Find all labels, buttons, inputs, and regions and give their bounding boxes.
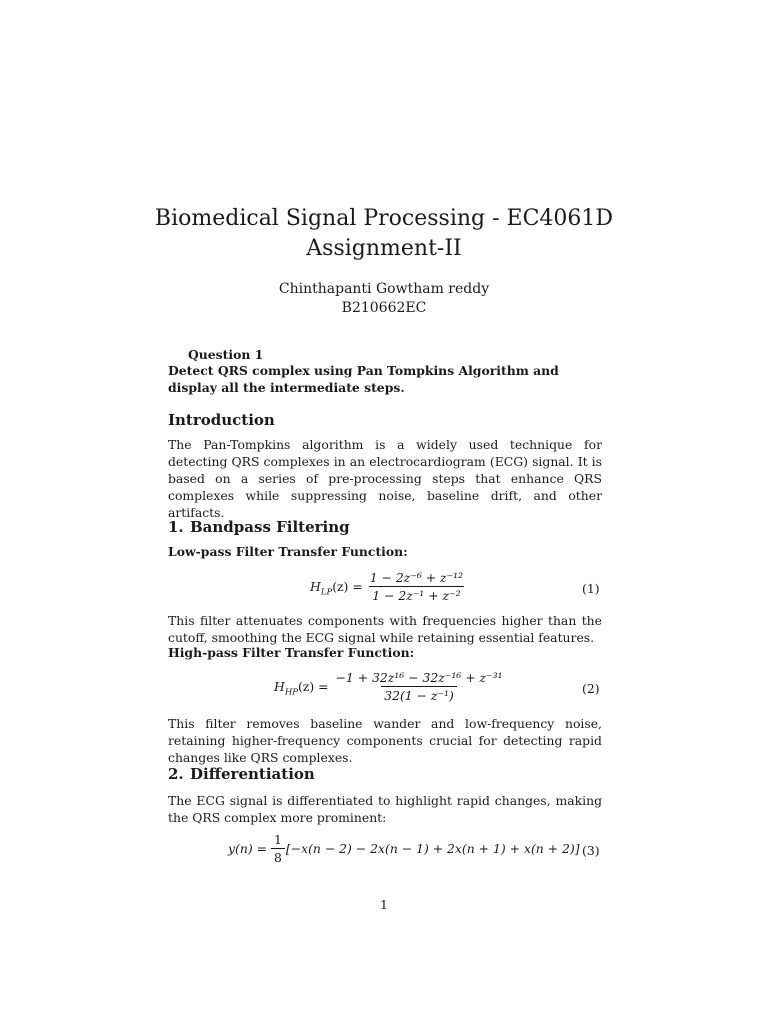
author-block bbox=[0, 280, 768, 318]
title-line-1: Biomedical Signal Processing - EC4061D bbox=[154, 206, 614, 231]
lowpass-description: This filter attenuates components with frequencies higher than the cutoff, smoothing the ECG signal while retaining essential features. bbox=[168, 613, 602, 645]
introduction-heading: Introduction bbox=[168, 411, 275, 429]
title-line-2: Assignment-II bbox=[306, 236, 462, 261]
eq2-lhs: $H_{HP}(z)$ = bbox=[274, 679, 329, 698]
eq1-denominator: 1 − 2z⁻¹ + z⁻² bbox=[369, 586, 463, 603]
eq3-rhs: [−x(n − 2) − 2x(n − 1) + 2x(n + 1) + x(n + 2)] bbox=[285, 841, 580, 856]
eq1-fraction bbox=[367, 570, 466, 603]
eq2-numerator: −1 + 32z¹⁶ − 32z⁻¹⁶ + z⁻³¹ bbox=[335, 670, 503, 685]
highpass-label: High-pass Filter Transfer Function: bbox=[168, 645, 415, 660]
equation-3-number: (3) bbox=[582, 843, 600, 858]
eq2-fraction bbox=[332, 670, 505, 703]
eq1-numerator: 1 − 2z⁻⁶ + z⁻¹² bbox=[369, 570, 464, 585]
differentiation-body: The ECG signal is differentiated to highlight rapid changes, making the QRS complex more prominent: bbox=[168, 793, 602, 825]
equation-3 bbox=[228, 832, 580, 865]
equation-1 bbox=[310, 570, 470, 603]
question-text: Detect QRS complex using Pan Tompkins Algorithm and display all the intermediate steps. bbox=[168, 363, 559, 395]
equation-1-number: (1) bbox=[582, 581, 600, 596]
eq2-denominator: 32(1 − z⁻¹) bbox=[381, 686, 457, 703]
highpass-description: This filter removes baseline wander and low-frequency noise, retaining higher-frequency components crucial for detecting rapid changes like QRS complexes. bbox=[168, 716, 602, 765]
eq3-frac-numerator: 1 bbox=[273, 832, 282, 847]
question-label: Question 1 bbox=[188, 347, 264, 362]
bandpass-section-title: Bandpass Filtering bbox=[190, 518, 350, 536]
introduction-body: The Pan-Tompkins algorithm is a widely used technique for detecting QRS complexes in an electrocardiogram (ECG) signal. It is based on a series of pre-processing steps that enhance QRS complexes while suppressing noise, baseline drift, and other artifacts. bbox=[168, 437, 602, 520]
differentiation-section-number: 2. bbox=[168, 765, 184, 783]
page-number: 1 bbox=[380, 897, 388, 912]
eq3-frac-denominator: 8 bbox=[271, 848, 285, 865]
eq3-fraction bbox=[271, 832, 285, 865]
bandpass-section-number: 1. bbox=[168, 518, 184, 536]
eq1-lhs: $H_{LP}(z)$ = bbox=[310, 579, 363, 598]
differentiation-section-title: Differentiation bbox=[190, 765, 315, 783]
document-title bbox=[0, 204, 768, 264]
differentiation-heading bbox=[168, 765, 315, 783]
equation-2 bbox=[274, 670, 510, 703]
author-roll-number: B210662EC bbox=[341, 300, 427, 316]
bandpass-heading bbox=[168, 518, 350, 536]
eq3-lhs: y(n) = bbox=[228, 841, 267, 856]
equation-2-number: (2) bbox=[582, 681, 600, 696]
lowpass-label: Low-pass Filter Transfer Function: bbox=[168, 544, 408, 559]
author-name: Chinthapanti Gowtham reddy bbox=[278, 281, 490, 297]
